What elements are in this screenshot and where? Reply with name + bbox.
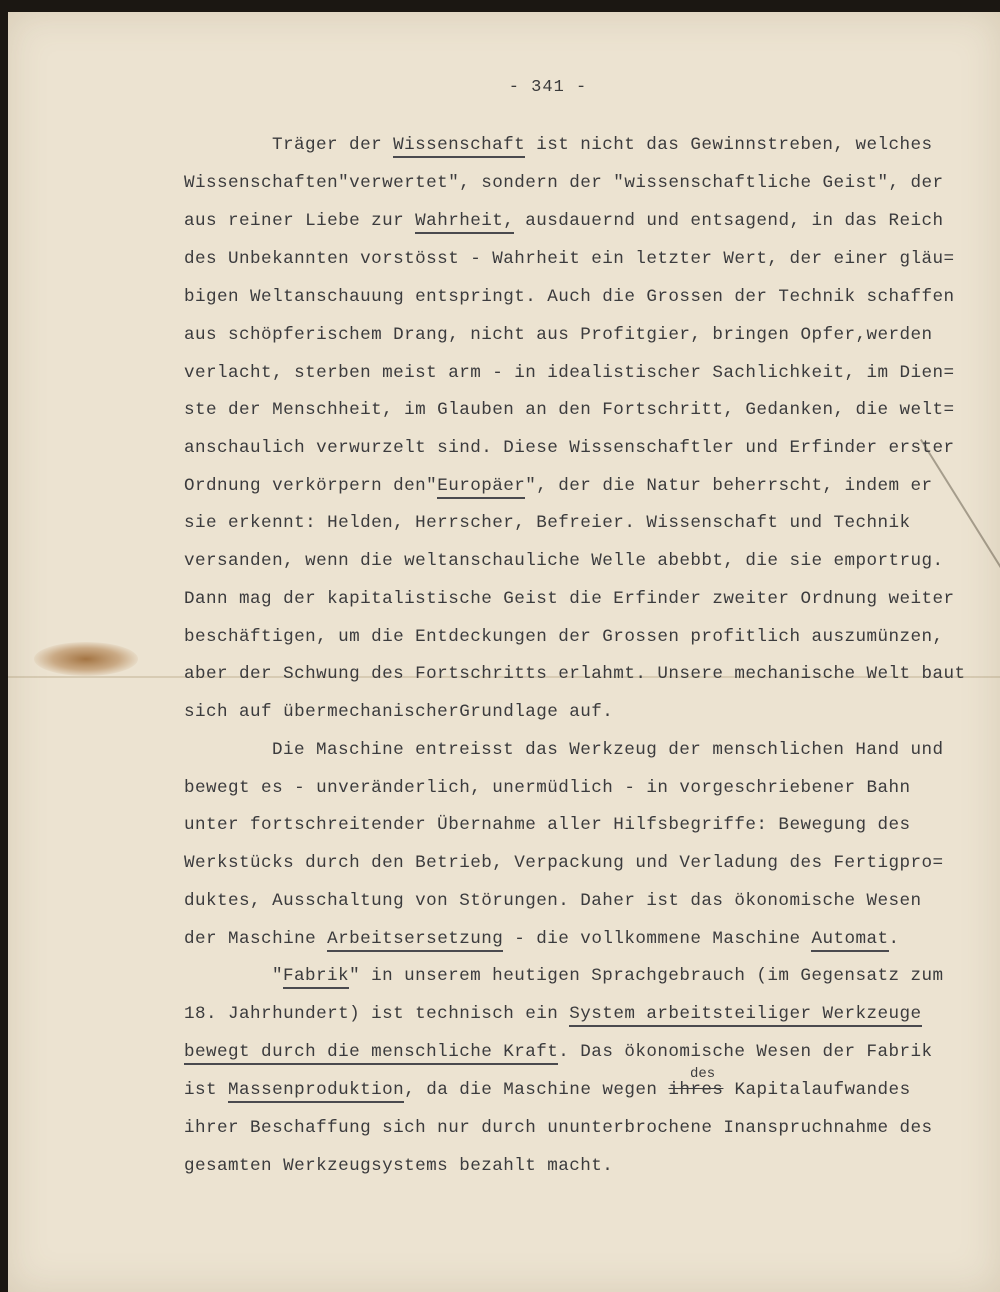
text-segment: bigen Weltanschauung entspringt. Auch die Grossen der Technik schaffen	[184, 287, 955, 307]
underlined-text: Wissenschaft	[393, 135, 525, 158]
text-segment: , da die Maschine wegen	[404, 1080, 669, 1100]
text-segment: bewegt es - unveränderlich, unermüdlich - in vorgeschriebener Bahn	[184, 778, 911, 798]
text-segment: Wissenschaften"verwertet", sondern der "wissenschaftliche Geist", der	[184, 173, 944, 193]
page-number: - 341 -	[508, 78, 588, 97]
text-segment: - die vollkommene Maschine	[503, 929, 812, 949]
text-segment: verlacht, sterben meist arm - in idealistischer Sachlichkeit, im Dien=	[184, 363, 955, 383]
text-line	[184, 400, 974, 420]
text-line	[184, 325, 974, 345]
text-segment: anschaulich verwurzelt sind. Diese Wissenschaftler und Erfinder erster	[184, 438, 955, 458]
text-line	[184, 513, 974, 533]
text-segment: aus reiner Liebe zur	[184, 211, 416, 231]
text-segment: duktes, Ausschaltung von Störungen. Daher ist das ökonomische Wesen	[184, 891, 922, 911]
text-line	[184, 1080, 974, 1100]
text-segment: gesamten Werkzeugsystems bezahlt macht.	[184, 1156, 614, 1176]
text-segment: der Maschine	[184, 929, 328, 949]
text-line	[184, 891, 974, 911]
text-line	[184, 815, 974, 835]
text-segment: ihrer Beschaffung sich nur durch ununterbrochene Inanspruchnahme des	[184, 1118, 933, 1138]
text-line	[184, 249, 974, 269]
text-segment: unter fortschreitender Übernahme aller Hilfsbegriffe: Bewegung des	[184, 815, 911, 835]
underlined-text: Fabrik	[283, 966, 349, 989]
text-segment: "	[272, 966, 284, 986]
text-line	[184, 664, 974, 684]
text-line	[184, 853, 974, 873]
text-segment: ausdauernd und entsagend, in das Reich	[514, 211, 944, 231]
text-line	[184, 1042, 974, 1062]
struck-text: ihres	[668, 1080, 724, 1100]
text-segment: Kapitalaufwandes	[723, 1080, 911, 1100]
text-segment: beschäftigen, um die Entdeckungen der Grossen profitlich auszumünzen,	[184, 627, 944, 647]
text-segment: Dann mag der kapitalistische Geist die Erfinder zweiter Ordnung weiter	[184, 589, 955, 609]
text-line	[184, 778, 974, 798]
text-line	[184, 551, 974, 571]
text-segment: ist nicht das Gewinnstreben, welches	[525, 135, 933, 155]
text-segment: ist	[184, 1080, 229, 1100]
text-segment: aber der Schwung des Fortschritts erlahmt. Unsere mechanische Welt baut	[184, 664, 966, 684]
underlined-text: System arbeitsteiliger Werkzeuge	[569, 1004, 921, 1027]
text-line	[184, 211, 974, 231]
text-segment: . Das ökonomische Wesen der Fabrik	[558, 1042, 933, 1062]
text-segment: Die Maschine entreisst das Werkzeug der menschlichen Hand und	[272, 740, 944, 760]
text-segment: sich auf übermechanischerGrundlage auf.	[184, 702, 614, 722]
text-line	[272, 966, 972, 986]
text-segment: sie erkennt: Helden, Herrscher, Befreier. Wissenschaft und Technik	[184, 513, 911, 533]
text-line	[184, 287, 974, 307]
text-line	[184, 627, 974, 647]
text-line	[184, 589, 974, 609]
text-segment: Ordnung verkörpern den"	[184, 476, 438, 496]
underlined-text: bewegt durch die menschliche Kraft	[184, 1042, 558, 1065]
text-segment: Werkstücks durch den Betrieb, Verpackung und Verladung des Fertigpro=	[184, 853, 944, 873]
text-line	[184, 1156, 974, 1176]
text-segment: versanden, wenn die weltanschauliche Welle abebbt, die sie emportrug.	[184, 551, 944, 571]
underlined-text: Automat	[811, 929, 888, 952]
text-segment: aus schöpferischem Drang, nicht aus Profitgier, bringen Opfer,werden	[184, 325, 933, 345]
text-segment: .	[888, 929, 900, 949]
text-segment: " in unserem heutigen Sprachgebrauch (im Gegensatz zum	[349, 966, 944, 986]
text-line	[184, 476, 974, 496]
underlined-text: Europäer	[437, 476, 525, 499]
underlined-text: Massenproduktion	[228, 1080, 404, 1103]
text-line	[184, 363, 974, 383]
text-line	[184, 438, 974, 458]
text-line	[184, 1004, 974, 1024]
text-line	[184, 929, 974, 949]
text-line	[272, 740, 972, 760]
text-segment: 18. Jahrhundert) ist technisch ein	[184, 1004, 570, 1024]
text-segment: ", der die Natur beherrscht, indem er	[525, 476, 933, 496]
underlined-text: Wahrheit,	[415, 211, 514, 234]
text-segment: ste der Menschheit, im Glauben an den Fortschritt, Gedanken, die welt=	[184, 400, 955, 420]
text-line	[272, 135, 972, 155]
text-line	[184, 173, 974, 193]
underlined-text: Arbeitsersetzung	[327, 929, 503, 952]
text-segment: des Unbekannten vorstösst - Wahrheit ein letzter Wert, der einer gläu=	[184, 249, 955, 269]
paper-sheet	[8, 12, 1000, 1292]
text-line	[184, 1118, 974, 1138]
text-line	[184, 702, 974, 722]
rust-stain	[34, 642, 138, 676]
handwritten-insertion: des	[690, 1066, 716, 1082]
text-segment: Träger der	[272, 135, 394, 155]
